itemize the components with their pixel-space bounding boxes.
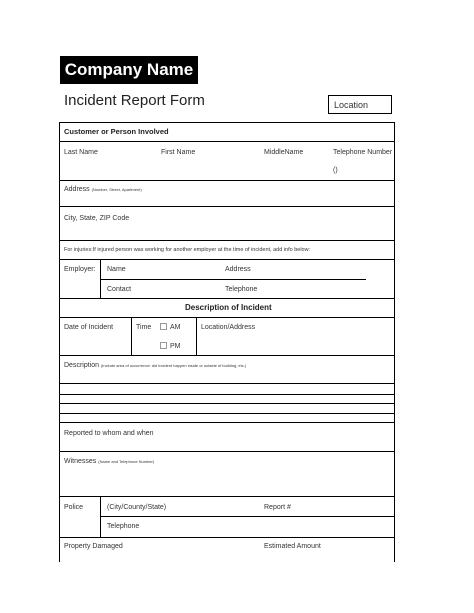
divider <box>59 451 395 452</box>
injury-note: For injuries:If injured person was working for another employer at the time of incident, add info below: <box>64 247 311 253</box>
employer-label: Employer: <box>64 266 96 273</box>
divider <box>59 180 395 181</box>
city-state-zip-label: City, State, ZIP Code <box>64 215 130 222</box>
divider <box>59 383 395 384</box>
reported-to-label: Reported to whom and when <box>64 430 154 437</box>
divider <box>59 403 395 404</box>
middle-name-label: MiddleName <box>264 149 304 156</box>
employer-telephone-label: Telephone <box>225 286 258 293</box>
first-name-label: First Name <box>161 149 196 156</box>
divider <box>59 298 395 299</box>
divider <box>59 355 395 356</box>
witnesses-note: (Name and Telephone Number) <box>98 459 155 464</box>
divider <box>59 317 395 318</box>
divider <box>59 240 395 241</box>
divider <box>196 317 197 355</box>
property-damaged-label: Property Damaged <box>64 543 123 550</box>
witnesses-label: Witnesses (Name and Telephone Number) <box>64 458 155 465</box>
phone-parens: () <box>333 167 338 174</box>
description-label: Description (Include area of occurrence: did incident happen inside or outside of building, etc.) <box>64 362 247 369</box>
divider <box>59 206 395 207</box>
divider <box>59 537 395 538</box>
divider <box>100 496 101 537</box>
divider <box>59 496 395 497</box>
checkbox-icon <box>160 342 167 349</box>
am-option[interactable]: AM <box>160 323 181 332</box>
employer-address-label: Address <box>225 266 251 273</box>
location-field[interactable]: Location <box>328 95 392 114</box>
location-address-label: Location/Address <box>201 324 256 331</box>
divider <box>131 317 132 355</box>
employer-contact-label: Contact <box>107 286 132 293</box>
report-number-label: Report # <box>264 504 291 511</box>
divider <box>59 413 395 414</box>
description-note: (Include area of occurrence: did incident happen inside or outside of building, etc.) <box>100 363 247 368</box>
last-name-label: Last Name <box>64 149 98 156</box>
divider <box>59 422 395 423</box>
divider <box>100 259 101 298</box>
checkbox-icon <box>160 323 167 330</box>
estimated-amount-label: Estimated Amount <box>264 543 321 550</box>
address-note: (Number, Street, Apartment) <box>91 187 142 192</box>
employer-name-label: Name <box>107 266 126 273</box>
divider <box>100 279 366 280</box>
address-label: Address (Number, Street, Apartment) <box>64 186 142 193</box>
telephone-number-label: Telephone Number <box>333 149 393 156</box>
time-label: Time <box>136 324 152 331</box>
incident-heading: Description of Incident <box>185 303 272 312</box>
company-name: Company Name <box>60 56 198 84</box>
divider <box>100 516 395 517</box>
divider <box>59 141 395 142</box>
police-telephone-label: Telephone <box>107 523 140 530</box>
form-title: Incident Report Form <box>64 92 205 109</box>
divider <box>59 259 395 260</box>
divider <box>59 394 395 395</box>
customer-heading: Customer or Person Involved <box>64 127 169 136</box>
pm-option[interactable]: PM <box>160 342 181 351</box>
date-of-incident-label: Date of Incident <box>64 324 114 331</box>
city-county-state-label: (City/County/State) <box>107 504 167 511</box>
police-label: Police <box>64 504 84 511</box>
